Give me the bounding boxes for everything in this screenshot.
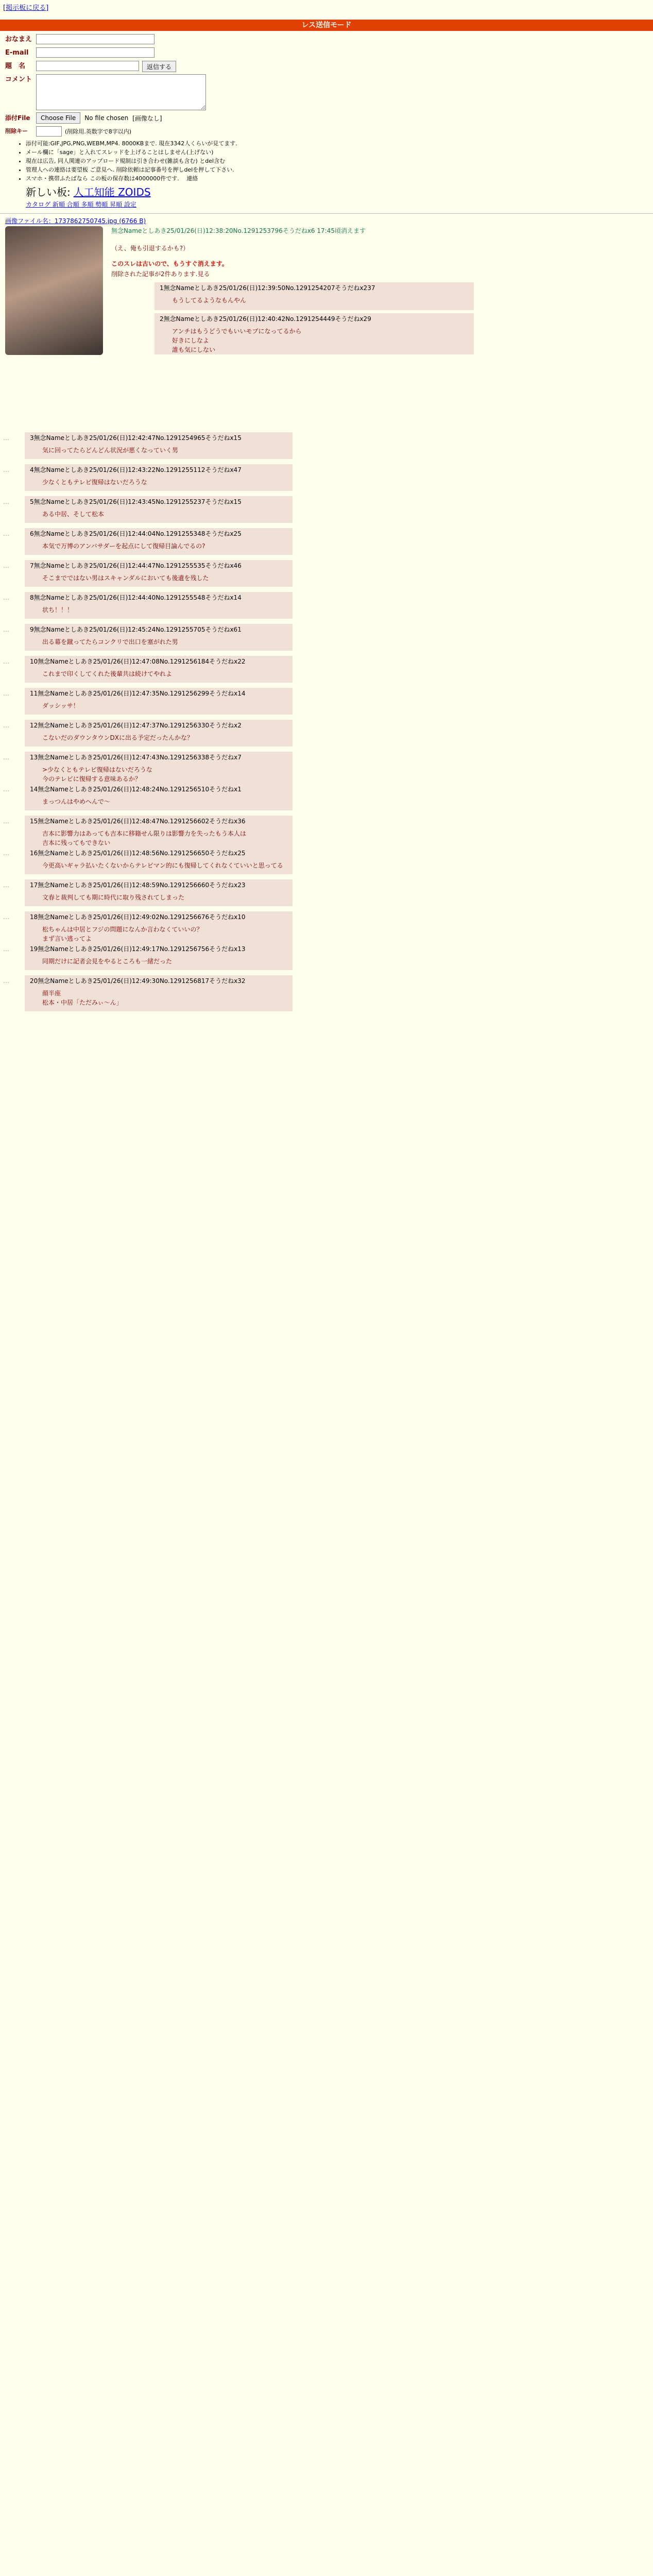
reply-indent: … <box>3 850 9 857</box>
nofile-checkbox-label[interactable]: [画像なし] <box>132 114 162 122</box>
reply-indent: … <box>3 786 9 793</box>
reply-row <box>0 528 653 560</box>
reply-post <box>25 816 293 852</box>
name-input[interactable] <box>36 34 154 44</box>
reply-post <box>25 848 293 874</box>
reply-indent: … <box>3 754 9 761</box>
inner-reply <box>142 313 648 354</box>
reply-indent: … <box>3 977 9 985</box>
reply-text: 本気で万博のアンバサダーを起点にして復帰目論んでるの? <box>42 543 205 550</box>
reply-list <box>0 432 653 1007</box>
reply-indent: … <box>3 626 9 633</box>
reply-row <box>0 656 653 688</box>
reply-text: 松ちゃんは中居とフジの問題になんか言わなくていいの？ まず言い逃ってよ <box>42 926 203 942</box>
reply-text: 顔半座 松本・中居「ただみぃ～ん」 <box>42 990 123 1006</box>
reply-header: 3無念Nameとしあき25/01/26(日)12:42:47No.1291254965そうだねx15 <box>30 434 242 442</box>
comment-textarea[interactable] <box>36 74 206 110</box>
reply-post <box>25 720 293 747</box>
reply-indent: … <box>3 913 9 921</box>
reply-text: 状ち！！！ <box>42 606 74 614</box>
rules-list <box>26 139 648 183</box>
reply-header: 9無念Nameとしあき25/01/26(日)12:45:24No.1291255705そうだねx61 <box>30 626 242 633</box>
reply-mode-banner: レス送信モード <box>0 20 653 31</box>
rule-item: • 現在は広告, 同人関連のアップロード規制は引き合わせ(雑談も含む) とdel含む <box>26 157 648 165</box>
reply-text: 気に回ってたらどんどん状況が悪くなっていく男 <box>42 447 179 454</box>
reply-header: 19無念Nameとしあき25/01/26(日)12:49:17No.1291256756そうだねx13 <box>30 945 246 953</box>
divider <box>0 213 653 214</box>
reply-row <box>0 943 653 975</box>
subject-label: 題 名 <box>5 62 26 70</box>
email-input[interactable] <box>36 47 154 58</box>
op-line: 削除された記事が2件あります.見る <box>111 270 210 278</box>
reply-row <box>0 848 653 879</box>
op-line: （え、俺も引退するかも?） <box>111 245 190 252</box>
reply-text: これまで印くしてくれた後輩共は続けてやれよ <box>42 670 173 677</box>
reply-indent: … <box>3 658 9 665</box>
rule-item: • 管理人への連絡は要望板 ご意見へ. 削除依頼は記事番号を押しdelを押して下さい. <box>26 165 648 174</box>
file-choose-button[interactable]: Choose File <box>36 112 80 124</box>
reply-header: 17無念Nameとしあき25/01/26(日)12:48:59No.1291256660そうだねx23 <box>30 882 246 889</box>
reply-indent: … <box>3 562 9 569</box>
new-board-label: 新しい板: <box>26 186 71 198</box>
reply-text: >少なくともテレビ復帰はないだろうな 今のテレビに復帰する意味あるか？ <box>42 766 152 783</box>
reply-header: 14無念Nameとしあき25/01/26(日)12:48:24No.1291256510そうだねx1 <box>30 786 242 793</box>
del-label: 削除キー <box>5 128 28 134</box>
reply-indent: … <box>3 722 9 729</box>
reply-header: 4無念Nameとしあき25/01/26(日)12:43:22No.1291255112そうだねx47 <box>30 466 242 473</box>
reply-indent: … <box>3 882 9 889</box>
reply-row <box>0 592 653 624</box>
post-form <box>0 31 653 211</box>
reply-text: 吉本に影響力はあっても吉本に移籍せん限りは影響力を失ったもう本人は 吉本に残ってもできない <box>42 830 246 846</box>
reply-post <box>25 624 293 651</box>
reply-header: 2無念Nameとしあき25/01/26(日)12:40:42No.1291254449そうだねx29 <box>160 315 371 323</box>
reply-header: 6無念Nameとしあき25/01/26(日)12:44:04No.1291255348そうだねx25 <box>30 530 242 537</box>
reply-header: 8無念Nameとしあき25/01/26(日)12:44:40No.1291255548そうだねx14 <box>30 594 242 601</box>
new-board-info <box>26 184 648 199</box>
file-link[interactable]: 画像ファイル名：1737862750745.jpg (6766 B) <box>5 217 146 225</box>
file-none-text: No file chosen <box>84 114 129 122</box>
name-label: おなまえ <box>5 36 32 43</box>
reply-row <box>0 720 653 752</box>
reply-row <box>0 784 653 816</box>
reply-header: 10無念Nameとしあき25/01/26(日)12:47:08No.1291256184そうだねx22 <box>30 658 246 665</box>
reply-row <box>0 688 653 720</box>
reply-text: 文春と裁判しても期に時代に取り残されてしまった <box>42 894 185 901</box>
reply-indent: … <box>3 818 9 825</box>
comment-label: コメント <box>5 76 32 83</box>
reply-post <box>25 432 293 459</box>
reply-post <box>25 528 293 555</box>
reply-text: そこまでではない男はスキャンダルにおいても後遺を残した <box>42 574 209 582</box>
reply-row <box>0 496 653 528</box>
reply-post <box>25 911 293 947</box>
reply-indent: … <box>3 498 9 505</box>
reply-text: こないだのダウンタウンDXに出る予定だったんかな？ <box>42 734 193 741</box>
reply-header: 7無念Nameとしあき25/01/26(日)12:44:47No.1291255535そうだねx46 <box>30 562 242 569</box>
reply-post <box>25 688 293 715</box>
reply-text: まっつんはやめへんで～ <box>42 798 111 805</box>
submit-button[interactable]: 返信する <box>142 61 176 72</box>
del-note: (削除用.英数字で8字以内) <box>65 128 132 135</box>
reply-header: 18無念Nameとしあき25/01/26(日)12:49:02No.1291256676そうだねx10 <box>30 913 246 921</box>
reply-row <box>0 432 653 464</box>
reply-text: 今更高いギャラ払いたくないからテレビマン的にも復帰してくれなくていいと思ってる <box>42 862 283 869</box>
reply-post <box>25 975 293 1011</box>
reply-text: もうしてるようなもんやん <box>172 297 247 304</box>
subject-input[interactable] <box>36 61 139 71</box>
op-line <box>111 253 648 259</box>
reply-post <box>25 656 293 683</box>
reply-text: 同期だけに記者会見をやるところも一緒だった <box>42 958 173 965</box>
reply-row <box>0 975 653 1007</box>
email-label: E-mail <box>5 49 29 57</box>
reply-row <box>0 560 653 592</box>
op-thumbnail-image[interactable] <box>5 226 103 355</box>
op-line: このスレは古いので、もうすぐ消えます。 <box>111 260 228 267</box>
reply-post <box>25 496 293 523</box>
op-post <box>0 226 653 432</box>
back-link[interactable]: [掲示板に戻る] <box>3 4 49 12</box>
reply-text: 少なくともテレビ復帰はないだろうな <box>42 479 147 486</box>
reply-row <box>0 816 653 848</box>
reply-post <box>25 784 293 810</box>
inner-reply <box>142 282 648 310</box>
reply-text: 出る幕を蹴ってたらコンクリで出口を塞がれた男 <box>42 638 178 646</box>
reply-indent: … <box>3 945 9 953</box>
reply-post <box>25 592 293 619</box>
del-key-input[interactable] <box>36 126 62 137</box>
reply-row <box>0 464 653 496</box>
reply-indent: … <box>3 434 9 442</box>
reply-header: 13無念Nameとしあき25/01/26(日)12:47:43No.1291256338そうだねx7 <box>30 754 242 761</box>
reply-post <box>25 943 293 970</box>
reply-indent: … <box>3 594 9 601</box>
rule-item: • スマホ・携帯ふたばなら この板の保存数は4000000件です. 連絡 <box>26 174 648 183</box>
rule-item: • 添付可能:GIF,JPG,PNG,WEBM,MP4. 8000KBまで. 現在3342人くらいが見てます. <box>26 139 648 148</box>
reply-indent: … <box>3 466 9 473</box>
reply-text: ある中居、そして松本 <box>42 511 105 518</box>
file-label: 添付File <box>5 114 30 122</box>
catalog-links[interactable]: カタログ 新順 合順 多順 勢順 昇順 設定 <box>26 201 136 208</box>
rule-item: • メール欄に「sage」と入れてスレッドを上げることはしません(上げない) <box>26 148 648 157</box>
reply-row <box>0 911 653 943</box>
reply-row <box>0 879 653 911</box>
reply-header: 16無念Nameとしあき25/01/26(日)12:48:56No.1291256650そうだねx25 <box>30 850 246 857</box>
reply-indent: … <box>3 690 9 697</box>
reply-indent: … <box>3 530 9 537</box>
op-text <box>111 243 648 279</box>
op-header: 無念Nameとしあき25/01/26(日)12:38:20No.1291253796そうだねx6 17:45頃消えます <box>111 227 366 234</box>
reply-header: 5無念Nameとしあき25/01/26(日)12:43:45No.1291255237そうだねx15 <box>30 498 242 505</box>
reply-text: ダッシッサ！ <box>42 702 79 709</box>
top-nav <box>0 0 653 20</box>
file-info <box>0 216 653 226</box>
reply-row <box>0 752 653 784</box>
reply-text: アンチはもうどうでもいいモブになってるから 好きにしなよ 誰も気にしない <box>172 328 302 353</box>
reply-header: 20無念Nameとしあき25/01/26(日)12:49:30No.1291256817そうだねx32 <box>30 977 246 985</box>
reply-row <box>0 624 653 656</box>
reply-post <box>25 752 293 788</box>
reply-header: 11無念Nameとしあき25/01/26(日)12:47:35No.1291256299そうだねx14 <box>30 690 246 697</box>
new-board-link[interactable]: 人工知能 ZOIDS <box>73 186 151 198</box>
reply-header: 15無念Nameとしあき25/01/26(日)12:48:47No.1291256602そうだねx36 <box>30 818 246 825</box>
reply-post <box>25 464 293 491</box>
reply-header: 1無念Nameとしあき25/01/26(日)12:39:50No.1291254207そうだねx237 <box>160 284 375 292</box>
reply-post <box>25 560 293 587</box>
reply-post <box>25 879 293 906</box>
reply-header: 12無念Nameとしあき25/01/26(日)12:47:37No.1291256330そうだねx2 <box>30 722 242 729</box>
